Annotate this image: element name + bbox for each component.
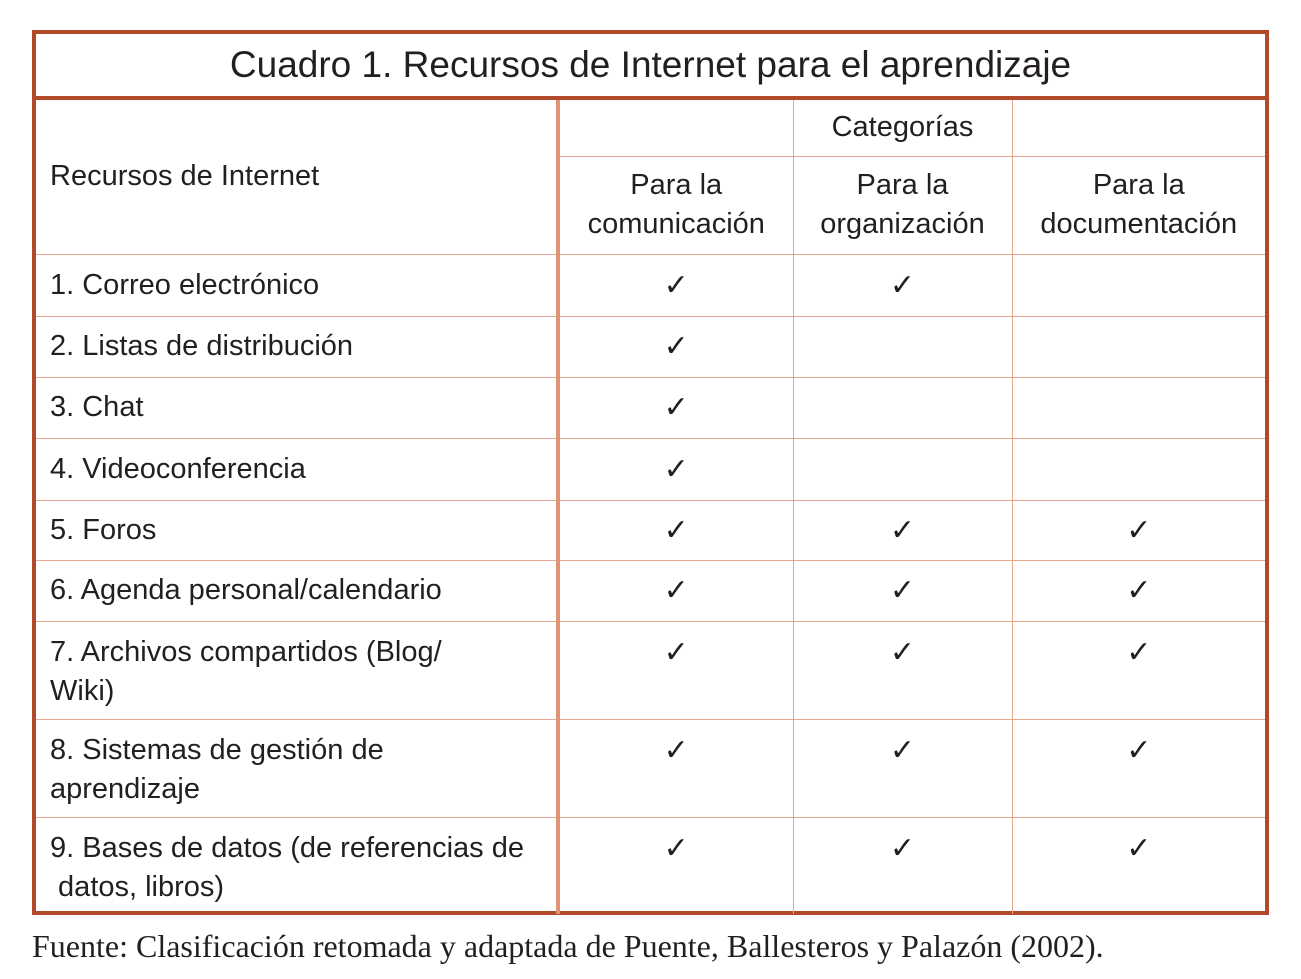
checkmark-icon: ✓ xyxy=(663,830,689,866)
check-cell-communication xyxy=(558,621,793,719)
title-row xyxy=(36,34,1265,98)
check-cell-organization xyxy=(793,316,1012,377)
check-cell-communication xyxy=(558,316,793,377)
checkmark-icon: ✓ xyxy=(889,512,916,548)
column-header-line: organización xyxy=(820,208,985,240)
resource-column-header: Recursos de Internet xyxy=(36,98,558,254)
checkmark-icon: ✓ xyxy=(1126,573,1152,608)
category-header-row xyxy=(36,98,1265,156)
check-cell-documentation xyxy=(1012,254,1265,316)
checkmark-icon: ✓ xyxy=(1126,732,1152,768)
check-cell-organization xyxy=(793,817,1012,914)
check-cell-organization xyxy=(793,254,1012,316)
checkmark-icon: ✓ xyxy=(1126,830,1152,866)
table-row xyxy=(36,621,1265,719)
column-header-line: comunicación xyxy=(587,208,765,240)
check-cell-communication xyxy=(558,438,793,500)
table-row xyxy=(36,817,1265,914)
column-header-line: Para la xyxy=(630,169,723,201)
resources-table xyxy=(36,34,1265,914)
check-cell-documentation xyxy=(1012,500,1265,560)
check-cell-communication xyxy=(558,500,793,560)
resource-name xyxy=(36,254,558,316)
checkmark-icon: ✓ xyxy=(1126,634,1152,670)
category-header: Categorías xyxy=(793,98,1012,156)
resource-name-line: 3. Chat xyxy=(50,391,144,423)
resource-name-line: 9. Bases de datos (de referencias de xyxy=(50,831,524,864)
column-header-line: documentación xyxy=(1040,208,1238,240)
check-cell-documentation xyxy=(1012,817,1265,914)
table-row xyxy=(36,438,1265,500)
check-cell-documentation xyxy=(1012,560,1265,621)
check-cell-communication xyxy=(558,817,793,914)
checkmark-icon: ✓ xyxy=(663,573,689,608)
resource-name-line: datos, libros) xyxy=(50,870,225,903)
checkmark-icon: ✓ xyxy=(663,329,689,364)
checkmark-icon: ✓ xyxy=(1126,512,1152,548)
checkmark-icon: ✓ xyxy=(663,390,689,425)
check-cell-documentation xyxy=(1012,719,1265,817)
resource-name xyxy=(36,719,558,817)
checkmark-icon: ✓ xyxy=(663,512,689,548)
check-cell-organization xyxy=(793,438,1012,500)
table-row xyxy=(36,560,1265,621)
resource-name-line: aprendizaje xyxy=(50,772,200,805)
resource-name-line: 6. Agenda personal/calendario xyxy=(50,574,442,606)
check-cell-organization xyxy=(793,500,1012,560)
checkmark-icon: ✓ xyxy=(889,732,916,768)
table-title: Cuadro 1. Recursos de Internet para el aprendizaje xyxy=(36,34,1265,98)
table-row xyxy=(36,719,1265,817)
check-cell-communication xyxy=(558,719,793,817)
checkmark-icon: ✓ xyxy=(889,267,916,303)
category-header-spacer-left xyxy=(558,98,793,156)
checkmark-icon: ✓ xyxy=(663,267,689,303)
resource-name-line: 2. Listas de distribución xyxy=(50,330,354,362)
source-note: Fuente: Clasificación retomada y adaptada de Puente, Ballesteros y Palazón (2002). xyxy=(32,928,1104,964)
checkmark-icon: ✓ xyxy=(663,451,689,487)
table-frame xyxy=(32,30,1269,915)
resource-name-line: 4. Videoconferencia xyxy=(50,452,306,485)
column-header-line: Para la xyxy=(1092,169,1185,201)
resource-name-line: 5. Foros xyxy=(50,513,157,546)
check-cell-documentation xyxy=(1012,438,1265,500)
table-row xyxy=(36,500,1265,560)
column-header-organization xyxy=(793,156,1012,254)
check-cell-documentation xyxy=(1012,377,1265,438)
resource-name-line: 1. Correo electrónico xyxy=(50,268,320,301)
resource-name-line: 7. Archivos compartidos (Blog/ xyxy=(50,635,442,668)
check-cell-organization xyxy=(793,621,1012,719)
column-header-communication xyxy=(558,156,793,254)
resource-name-line: 8. Sistemas de gestión de xyxy=(50,733,384,766)
check-cell-documentation xyxy=(1012,621,1265,719)
check-cell-organization xyxy=(793,719,1012,817)
checkmark-icon: ✓ xyxy=(663,732,689,768)
checkmark-icon: ✓ xyxy=(889,830,916,866)
resource-name xyxy=(36,438,558,500)
checkmark-icon: ✓ xyxy=(663,634,689,670)
check-cell-organization xyxy=(793,377,1012,438)
check-cell-communication xyxy=(558,560,793,621)
table-row xyxy=(36,254,1265,316)
table-row xyxy=(36,316,1265,377)
category-header-spacer-right xyxy=(1012,98,1265,156)
resource-name xyxy=(36,377,558,438)
resource-name xyxy=(36,621,558,719)
resource-name-line: Wiki) xyxy=(50,674,115,707)
column-header-line: Para la xyxy=(856,169,949,201)
check-cell-documentation xyxy=(1012,316,1265,377)
check-cell-communication xyxy=(558,254,793,316)
check-cell-organization xyxy=(793,560,1012,621)
resource-name xyxy=(36,500,558,560)
resource-name xyxy=(36,560,558,621)
resource-name xyxy=(36,316,558,377)
resource-name xyxy=(36,817,558,914)
table-row xyxy=(36,377,1265,438)
column-header-documentation xyxy=(1012,156,1265,254)
checkmark-icon: ✓ xyxy=(889,634,916,670)
check-cell-communication xyxy=(558,377,793,438)
checkmark-icon: ✓ xyxy=(889,573,916,608)
